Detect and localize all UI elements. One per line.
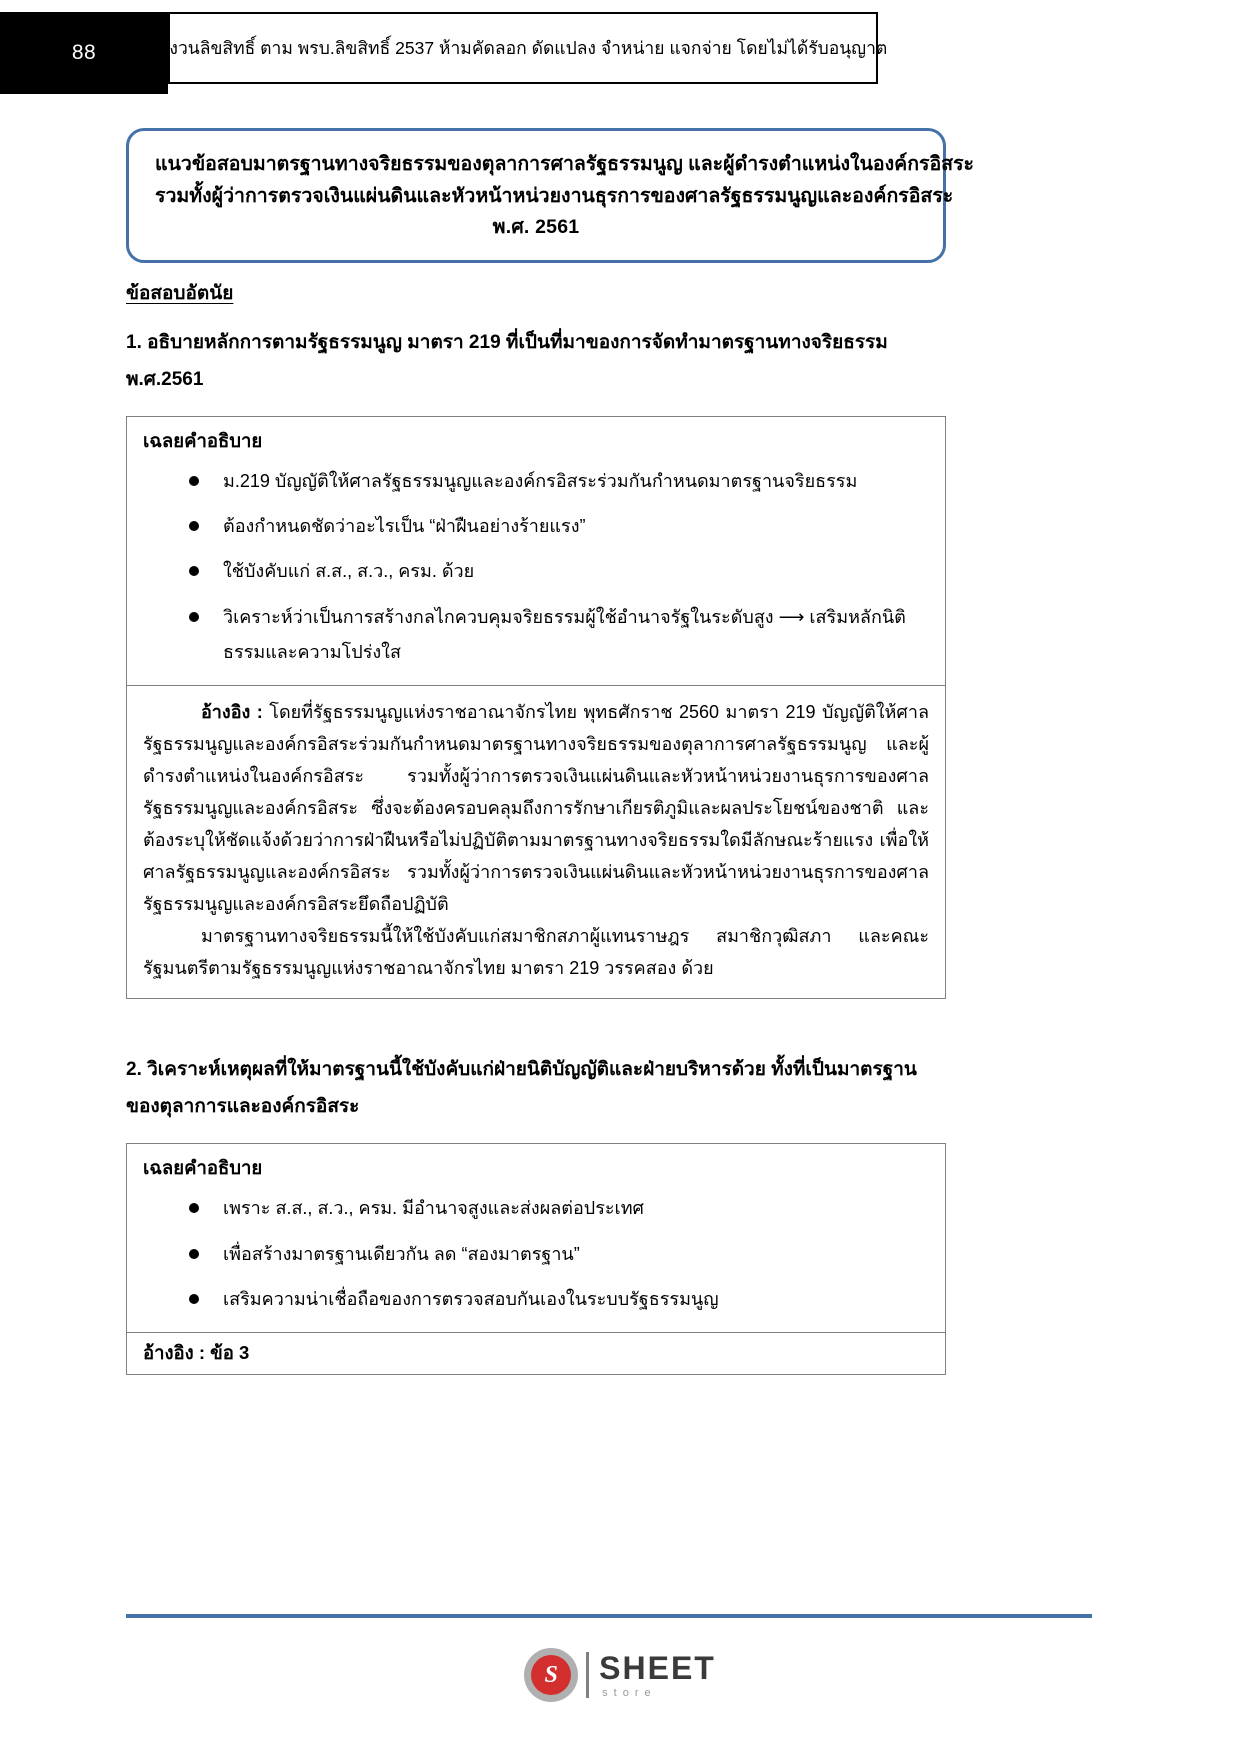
bullet-dot-icon bbox=[189, 521, 199, 531]
reference-label: อ้างอิง : bbox=[201, 701, 263, 722]
bullet-text: วิเคราะห์ว่าเป็นการสร้างกลไกควบคุมจริยธรรมผู้ใช้อำนาจรัฐในระดับสูง ⟶ เสริมหลักนิติ bbox=[223, 606, 906, 627]
reference-footer-text: อ้างอิง : ข้อ 3 bbox=[143, 1341, 250, 1363]
bullet-dot-icon bbox=[189, 476, 199, 486]
answer-2-head-label: เฉลยคำอธิบาย bbox=[143, 1157, 263, 1179]
bullet-text: เสริมความน่าเชื่อถือของการตรวจสอบกันเองในระบบรัฐธรรมนูญ bbox=[223, 1288, 719, 1309]
list-item bbox=[189, 467, 927, 496]
footer-logo bbox=[0, 1648, 1240, 1702]
document-title-box bbox=[126, 128, 975, 263]
reference-text-1: โดยที่รัฐธรรมนูญแห่งราชอาณาจักรไทย พุทธศักราช 2560 มาตรา 219 บัญญัติให้ศาลรัฐธรรมนูญและองค์กรอิสระร่วมกันกำหนดมาตรฐานทางจริยธรรมของตุลาการศาลรัฐธรรมนูญ และผู้ดำรงตำแหน่งในองค์กรอิสระ รวมทั้งผู้ว่าการตรวจเงินแผ่นดินและหัวหน้าหน่วยงานธุรการของศาลรัฐธรรมนูญและองค์กรอิสระ ซึ่งจะต้องครอบคลุมถึงการรักษาเกียรติภูมิและผลประโยชน์ของชาติ และต้องระบุให้ชัดแจ้งด้วยว่าการฝ่าฝืนหรือไม่ปฏิบัติตามมาตรฐานทางจริยธรรมใดมีลักษณะร้ายแรง เพื่อให้ศาลรัฐธรรมนูญและองค์กรอิสระ รวมทั้งผู้ว่าการตรวจเงินแผ่นดินและหัวหน้าหน่วยงานธุรการของศาลรัฐธรรมนูญและองค์กรอิสระยึดถือปฏิบัติ bbox=[143, 701, 929, 915]
bullet-text: ใช้บังคับแก่ ส.ส., ส.ว., ครม. ด้วย bbox=[223, 561, 475, 582]
bullet-text: เพราะ ส.ส., ส.ว., ครม. มีอำนาจสูงและส่งผลต่อประเทศ bbox=[223, 1198, 644, 1219]
answer-box-1 bbox=[126, 416, 946, 999]
answer-2-bullet-list bbox=[127, 1190, 945, 1331]
bullet-dot-icon bbox=[189, 1294, 199, 1304]
list-item bbox=[189, 1285, 927, 1314]
list-item bbox=[189, 557, 927, 586]
answer-box-2 bbox=[126, 1143, 946, 1375]
copyright-box bbox=[158, 12, 888, 84]
section-heading-row bbox=[126, 278, 946, 324]
question-2: 2. วิเคราะห์เหตุผลที่ให้มาตรฐานนี้ใช้บังคับแก่ฝ่ายนิติบัญญัติและฝ่ายบริหารด้วย ทั้งที่เป็นมาตรฐานของตุลาการและองค์กรอิสระ bbox=[126, 1059, 917, 1118]
title-line-2: รวมทั้งผู้ว่าการตรวจเงินแผ่นดินและหัวหน้าหน่วยงานธุรการของศาลรัฐธรรมนูญและองค์กรอิสระ bbox=[155, 184, 954, 207]
list-item bbox=[189, 512, 927, 541]
answer-1-bullet-list bbox=[127, 463, 945, 685]
answer-2-header bbox=[127, 1144, 945, 1190]
bullet-dot-icon bbox=[189, 1203, 199, 1213]
reference-text-2: มาตรฐานทางจริยธรรมนี้ให้ใช้บังคับแก่สมาชิกสภาผู้แทนราษฎร สมาชิกวุฒิสภา และคณะรัฐมนตรีตามรัฐธรรมนูญแห่งราชอาณาจักรไทย มาตรา 219 วรรคสอง ด้วย bbox=[143, 926, 929, 979]
title-line-3: พ.ศ. 2561 bbox=[492, 216, 580, 239]
question-1: 1. อธิบายหลักการตามรัฐธรรมนูญ มาตรา 219 ที่เป็นที่มาของการจัดทำมาตรฐานทางจริยธรรม พ.ศ.2561 bbox=[126, 332, 888, 391]
footer-divider bbox=[126, 1614, 1092, 1618]
answer-1-reference-block bbox=[127, 685, 945, 998]
bullet-dot-icon bbox=[189, 1249, 199, 1259]
copyright-notice: สงวนลิขสิทธิ์ ตาม พรบ.ลิขสิทธิ์ 2537 ห้ามคัดลอก ดัดแปลง จำหน่าย แจกจ่าย โดยไม่ได้รับอนุญาต bbox=[158, 37, 888, 58]
spacer bbox=[126, 1009, 946, 1051]
list-item bbox=[189, 1194, 927, 1223]
page-number: 88 bbox=[71, 41, 97, 64]
brand-subtitle: store bbox=[602, 1686, 657, 1699]
bullet-text: เพื่อสร้างมาตรฐานเดียวกัน ลด “สองมาตรฐาน” bbox=[223, 1243, 580, 1264]
title-line-1: แนวข้อสอบมาตรฐานทางจริยธรรมของตุลาการศาลรัฐธรรมนูญ และผู้ดำรงตำแหน่งในองค์กรอิสระ bbox=[155, 153, 975, 175]
logo-letter: S bbox=[531, 1655, 571, 1695]
answer-1-head-label: เฉลยคำอธิบาย bbox=[143, 430, 263, 452]
reference-paragraph-2 bbox=[143, 920, 929, 984]
page-header bbox=[0, 12, 1240, 94]
bullet-text: ม.219 บัญญัติให้ศาลรัฐธรรมนูญและองค์กรอิสระร่วมกันกำหนดมาตรฐานจริยธรรม bbox=[223, 471, 858, 492]
section-label-subjective-exam: ข้อสอบอัตนัย bbox=[126, 283, 234, 304]
sheet-store-logo-icon bbox=[524, 1648, 578, 1702]
answer-2-reference-footer bbox=[127, 1332, 945, 1374]
logo-wordmark bbox=[599, 1649, 716, 1699]
list-item bbox=[189, 1240, 927, 1269]
bullet-dot-icon bbox=[189, 566, 199, 576]
reference-paragraph-1 bbox=[143, 696, 929, 920]
answer-1-header bbox=[127, 417, 945, 463]
brand-name: SHEET bbox=[599, 1649, 716, 1686]
bullet-text-continuation: ธรรมและความโปร่งใส bbox=[223, 641, 401, 662]
page-number-tab bbox=[0, 12, 168, 94]
bullet-text: ต้องกำหนดชัดว่าอะไรเป็น “ฝ่าฝืนอย่างร้ายแรง” bbox=[223, 516, 586, 537]
logo-divider bbox=[586, 1652, 589, 1698]
bullet-dot-icon bbox=[189, 612, 199, 622]
document-body bbox=[126, 278, 946, 1385]
list-item bbox=[189, 603, 927, 667]
